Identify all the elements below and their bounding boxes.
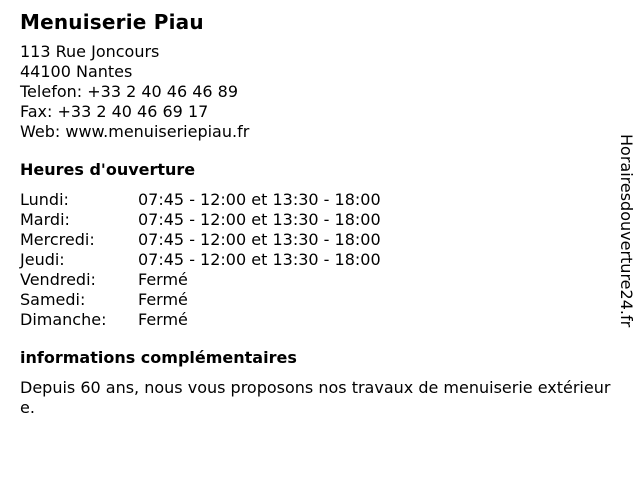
website-watermark: Horairesdouverture24.fr bbox=[617, 134, 636, 328]
hours-row-friday bbox=[20, 270, 610, 290]
additional-info-heading: informations complémentaires bbox=[20, 348, 297, 367]
hours-row-wednesday bbox=[20, 230, 610, 250]
time-value: Fermé bbox=[138, 310, 188, 329]
business-card bbox=[20, 10, 610, 418]
fax-line: Fax: +33 2 40 46 69 17 bbox=[20, 102, 209, 121]
time-value: Fermé bbox=[138, 290, 188, 309]
hours-row-sunday bbox=[20, 310, 610, 330]
additional-info-text: Depuis 60 ans, nous vous proposons nos travaux de menuiserie extérieure. bbox=[20, 378, 611, 417]
hours-row-tuesday bbox=[20, 210, 610, 230]
day-label: Lundi: bbox=[20, 190, 69, 209]
hours-row-saturday bbox=[20, 290, 610, 310]
hours-row-monday bbox=[20, 190, 610, 210]
opening-hours-heading: Heures d'ouverture bbox=[20, 160, 196, 179]
street-address: 113 Rue Joncours bbox=[20, 42, 160, 61]
time-value: 07:45 - 12:00 et 13:30 - 18:00 bbox=[138, 210, 381, 229]
website-line: Web: www.menuiseriepiau.fr bbox=[20, 122, 250, 141]
day-label: Samedi: bbox=[20, 290, 86, 309]
city-line: 44100 Nantes bbox=[20, 62, 133, 81]
time-value: 07:45 - 12:00 et 13:30 - 18:00 bbox=[138, 250, 381, 269]
time-value: 07:45 - 12:00 et 13:30 - 18:00 bbox=[138, 190, 381, 209]
phone-line: Telefon: +33 2 40 46 46 89 bbox=[20, 82, 239, 101]
opening-hours-table bbox=[20, 190, 610, 330]
day-label: Dimanche: bbox=[20, 310, 107, 329]
time-value: 07:45 - 12:00 et 13:30 - 18:00 bbox=[138, 230, 381, 249]
time-value: Fermé bbox=[138, 270, 188, 289]
day-label: Mardi: bbox=[20, 210, 70, 229]
day-label: Vendredi: bbox=[20, 270, 96, 289]
hours-row-thursday bbox=[20, 250, 610, 270]
day-label: Jeudi: bbox=[20, 250, 65, 269]
day-label: Mercredi: bbox=[20, 230, 95, 249]
business-name: Menuiserie Piau bbox=[20, 10, 204, 34]
